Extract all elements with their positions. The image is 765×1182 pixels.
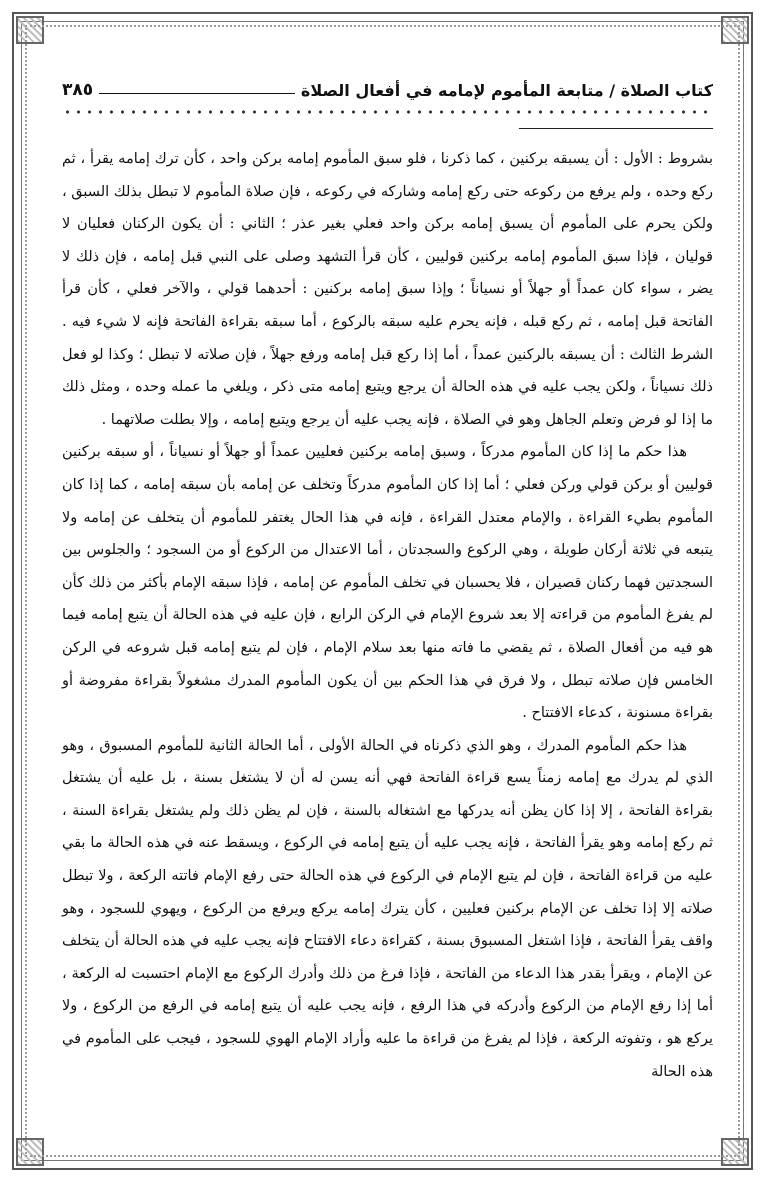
dotted-divider	[62, 108, 713, 116]
body-text	[62, 143, 713, 1088]
paragraph: بشروط : الأول : أن يسبقه بركنين ، كما ذكرنا ، فلو سبق المأموم إمامه بركن واحد ، كأن ترك إمامه يقرأ ، ثم ركع وحده ، ولم يرفع من ركوعه حتى ركع إمامه وشاركه في ركوعه ، فإن صلاة المأموم لا تبطل بذلك السبق ، ولكن يحرم على المأموم أن يسبق إمامه بركن واحد فعلي بغير عذر ؛ الثاني : أن يكون الركنان فعليان لا قوليان ، فإذا سبق المأموم إمامه بركنين قوليين ، كأن قرأ التشهد وصلى على النبي قبل إمامه ، فإن ذلك لا يضر ، سواء كان عمداً أو جهلاً أو نسياناً ؛ وإذا سبق إمامه بركنين : أحدهما قولي ، والآخر فعلي ، كأن قرأ الفاتحة قبل إمامه ، ثم ركع قبله ، فإنه يحرم عليه سبقه بالركوع ، أما سبقه بقراءة الفاتحة فإنه لا شيء فيه . الشرط الثالث : أن يسبقه بالركنين عمداً ، أما إذا ركع قبل إمامه ورفع جهلاً ، فإن صلاته لا تبطل ؛ وكذا لو فعل ذلك نسياناً ، ولكن يجب عليه في هذه الحالة أن يرجع ويتبع إمامه متى ذكر ، ويلغي ما عمله وحده ، ومثل ذلك ما إذا لو فرض وتعلم الجاهل وهو في الصلاة ، فإنه يجب عليه أن يرجع ويتبع إمامه ، وإلا بطلت صلاتهما .	[62, 151, 713, 428]
header-rule	[99, 93, 295, 94]
running-header	[62, 66, 713, 100]
continuation-rule	[519, 128, 713, 129]
corner-ornament	[721, 1138, 749, 1166]
corner-ornament	[721, 16, 749, 44]
paragraph: هذا حكم المأموم المدرك ، وهو الذي ذكرناه في الحالة الأولى ، أما الحالة الثانية للمأموم المسبوق ، وهو الذي لم يدرك مع إمامه زمناً يسع قراءة الفاتحة فهي أنه يسن له أن لا يشتغل بسنة ، بل عليه أن يشتغل بقراءة الفاتحة ، إلا إذا كان يظن أنه يدركها مع اشتغاله بالسنة ، فإن لم يظن ذلك ولم يشتغل بقراءة السنة ، ثم ركع إمامه وهو يقرأ الفاتحة ، فإنه يجب عليه أن يتبع إمامه في الركوع ، ويسقط عنه في هذه الحالة ما بقي عليه من قراءة الفاتحة ، فإن لم يتبع الإمام في الركوع في هذه الحالة حتى رفع الإمام فاتته الركعة ، ولا تبطل صلاته إلا إذا تخلف عن الإمام بركنين فعليين ، كأن يترك إمامه يركع ويرفع من الركوع ، ويهوي للسجود ، وهو واقف يقرأ الفاتحة ، فإذا اشتغل المسبوق بسنة ، كقراءة دعاء الافتتاح فإنه يجب عليه في هذه الحالة أن يتخلف عن الإمام ، ويقرأ بقدر هذا الدعاء من الفاتحة ، فإذا فرغ من ذلك وأدرك الركوع مع الإمام احتسبت له الركعة ، أما إذا رفع الإمام من الركوع وأدركه في هذا الرفع ، فإنه يجب عليه أن يتبع إمامه في الرفع من الركوع ، ولا يركع هو ، وتفوته الركعة ، فإذا لم يفرغ من قراءة ما عليه وأراد الإمام الهوي للسجود ، فيجب على المأموم في هذه الحالة	[62, 737, 713, 1080]
page-number: ٣٨٥	[62, 80, 94, 100]
paragraph: هذا حكم ما إذا كان المأموم مدركاً ، وسبق إمامه بركنين فعليين عمداً أو جهلاً أو نسياناً ، أو سبقه بركنين قوليين أو بركن قولي وركن فعلي ؛ أما إذا كان المأموم مدركاً وتخلف عن إمامه بأن سبقه إمامه ، كما إذا كان المأموم بطيء القراءة ، والإمام معتدل القراءة ، فإنه في هذا الحال يغتفر للمأموم أن يتخلف عن إمامه ولا يتبعه في ثلاثة أركان طويلة ، وهي الركوع والسجدتان ، أما الاعتدال من الركوع أو من السجود ؛ والجلوس بين السجدتين فهما ركنان قصيران ، فلا يحسبان في تخلف المأموم عن إمامه ، فإذا سبقه الإمام بأكثر من ذلك كأن لم يفرغ المأموم من قراءته إلا بعد شروع الإمام في الركن الرابع ، فإن عليه في هذه الحالة أن يتبع إمامه فيما هو فيه من أفعال الصلاة ، ثم يقضي ما فاته منها بعد سلام الإمام ، فإن لم يتبع إمامه قبل شروعه في الركن الخامس فإن صلاته تبطل ، ولا فرق في هذا الحكم بين أن يكون المأموم المدرك مشغولاً بقراءة مفروضة أو بقراءة مسنونة ، كدعاء الافتتاح .	[62, 444, 713, 722]
header-title: كتاب الصلاة / متابعة المأموم لإمامه في أفعال الصلاة	[300, 81, 713, 100]
page-content	[62, 66, 713, 1122]
corner-ornament	[16, 16, 44, 44]
corner-ornament	[16, 1138, 44, 1166]
